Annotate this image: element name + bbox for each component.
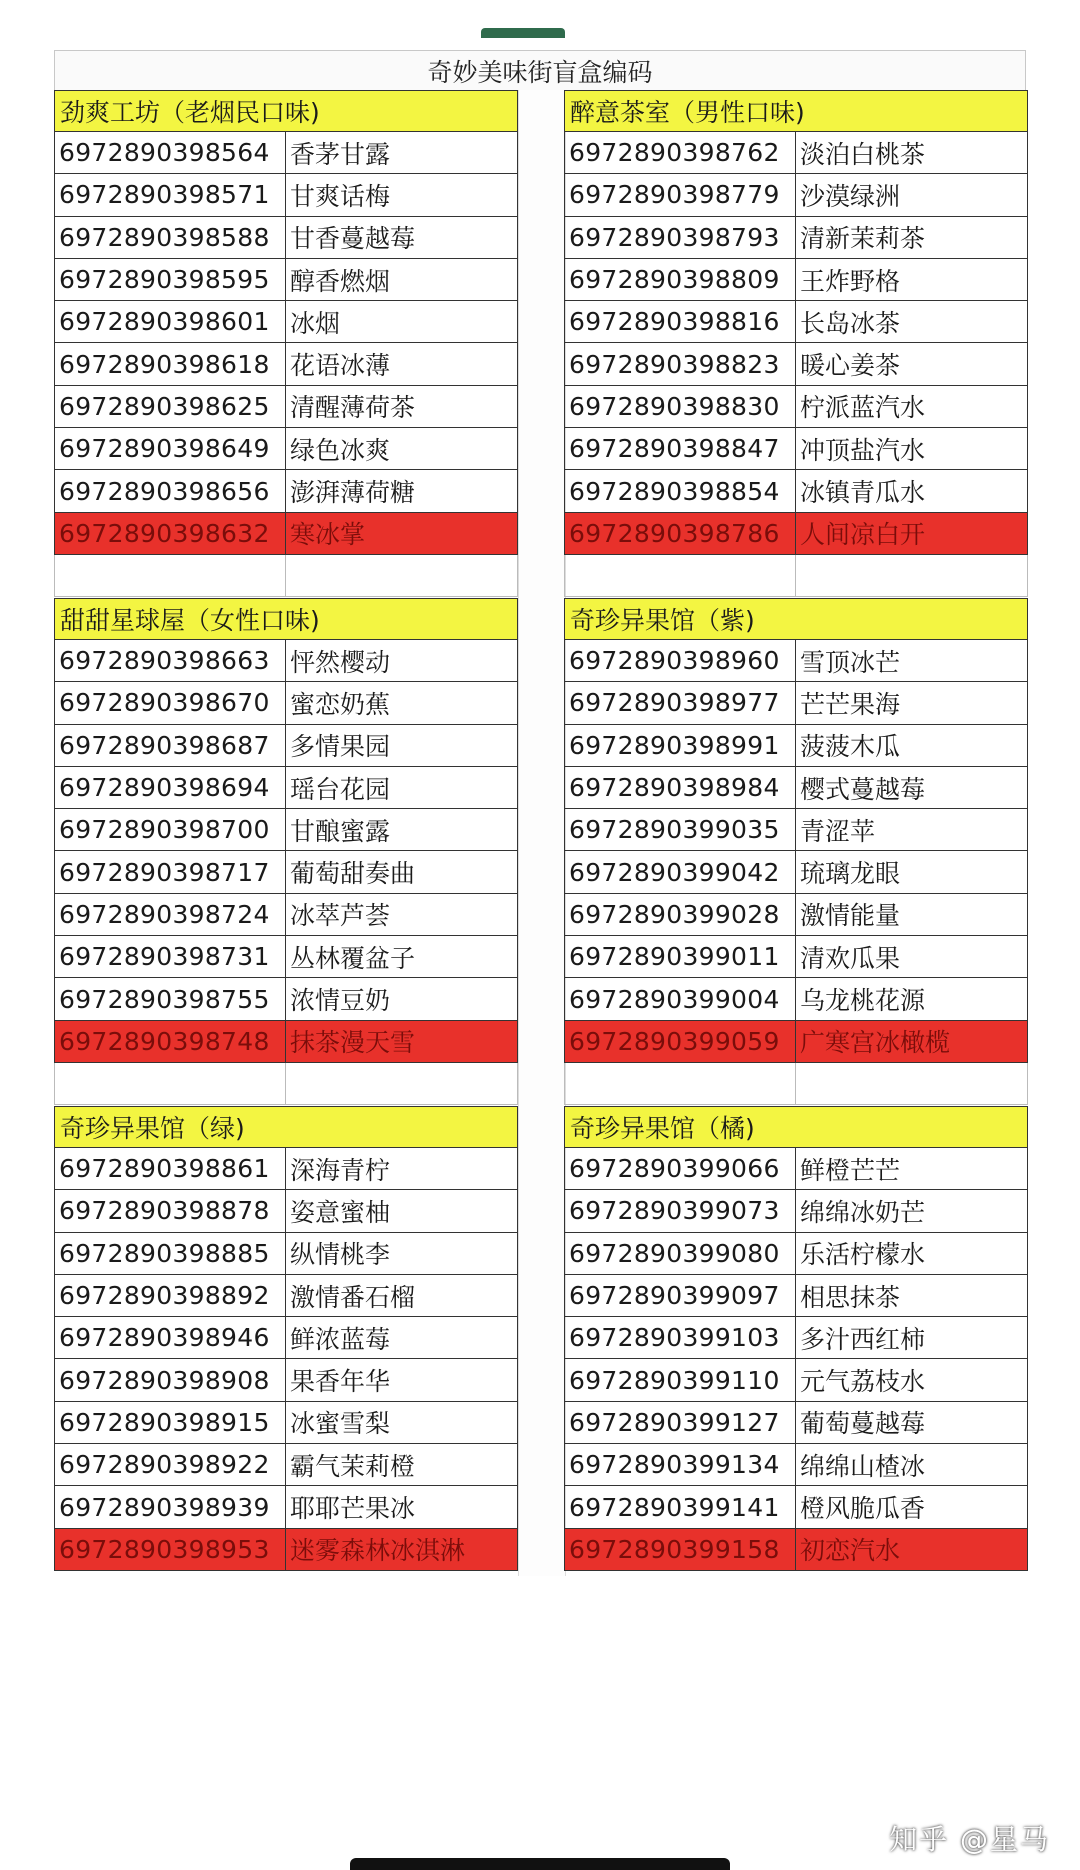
flavor-name-cell: 花语冰薄	[286, 343, 518, 385]
flavor-name-cell: 多汁西红柿	[796, 1317, 1028, 1359]
barcode-cell: 6972890399158	[564, 1529, 796, 1571]
table-row	[564, 132, 1028, 174]
flavor-name-cell: 清欢瓜果	[796, 936, 1028, 978]
barcode-cell: 6972890399011	[564, 936, 796, 978]
table-row	[564, 682, 1028, 724]
table-row	[564, 174, 1028, 216]
flavor-name-cell: 人间凉白开	[796, 513, 1028, 555]
flavor-name-cell: 初恋汽水	[796, 1529, 1028, 1571]
table-row	[54, 428, 518, 470]
flavor-name-cell: 冲顶盐汽水	[796, 428, 1028, 470]
flavor-name-cell: 绵绵山楂冰	[796, 1444, 1028, 1486]
barcode-cell: 6972890398755	[54, 978, 286, 1020]
flavor-name-cell: 抹茶漫天雪	[286, 1021, 518, 1063]
block-header: 奇珍异果馆（橘)	[564, 1106, 1028, 1148]
barcode-cell: 6972890398694	[54, 767, 286, 809]
empty-row	[564, 1063, 1028, 1105]
block-header: 醉意茶室（男性口味)	[564, 90, 1028, 132]
flavor-name-cell: 冰镇青瓜水	[796, 470, 1028, 512]
block-header: 甜甜星球屋（女性口味)	[54, 598, 518, 640]
table-row	[54, 1402, 518, 1444]
barcode-cell: 6972890398571	[54, 174, 286, 216]
table-row	[54, 259, 518, 301]
block-header: 奇珍异果馆（绿)	[54, 1106, 518, 1148]
home-indicator	[350, 1858, 730, 1870]
flavor-name-cell: 雪顶冰芒	[796, 640, 1028, 682]
barcode-cell: 6972890398809	[564, 259, 796, 301]
flavor-name-cell: 广寒宫冰橄榄	[796, 1021, 1028, 1063]
table-row	[54, 1148, 518, 1190]
flavor-name-cell: 甘爽话梅	[286, 174, 518, 216]
block-2	[54, 598, 518, 1105]
flavor-name-cell: 怦然樱动	[286, 640, 518, 682]
barcode-cell: 6972890398670	[54, 682, 286, 724]
barcode-cell: 6972890399035	[564, 809, 796, 851]
barcode-cell: 6972890398779	[564, 174, 796, 216]
flavor-name-cell: 冰萃芦荟	[286, 894, 518, 936]
flavor-name-cell: 耶耶芒果冰	[286, 1486, 518, 1528]
flavor-name-cell: 激情番石榴	[286, 1275, 518, 1317]
table-row	[54, 1359, 518, 1401]
table-row	[564, 1148, 1028, 1190]
barcode-cell: 6972890398724	[54, 894, 286, 936]
barcode-cell: 6972890398953	[54, 1529, 286, 1571]
barcode-cell: 6972890398816	[564, 301, 796, 343]
flavor-name-cell: 澎湃薄荷糖	[286, 470, 518, 512]
table-row	[54, 682, 518, 724]
barcode-cell: 6972890398885	[54, 1233, 286, 1275]
table-row	[564, 936, 1028, 978]
barcode-cell: 6972890398656	[54, 470, 286, 512]
barcode-cell: 6972890398700	[54, 809, 286, 851]
highlight-row	[54, 1529, 518, 1571]
barcode-cell: 6972890398564	[54, 132, 286, 174]
barcode-cell: 6972890398939	[54, 1486, 286, 1528]
table-row	[564, 725, 1028, 767]
barcode-cell: 6972890399080	[564, 1233, 796, 1275]
table-row	[564, 1486, 1028, 1528]
block-4	[54, 1106, 518, 1571]
block-3	[564, 598, 1028, 1105]
table-row	[54, 132, 518, 174]
barcode-cell: 6972890399059	[564, 1021, 796, 1063]
flavor-name-cell: 元气荔枝水	[796, 1359, 1028, 1401]
table-row	[564, 1359, 1028, 1401]
flavor-name-cell: 浓情豆奶	[286, 978, 518, 1020]
flavor-name-cell: 鲜浓蓝莓	[286, 1317, 518, 1359]
flavor-name-cell: 甘香蔓越莓	[286, 217, 518, 259]
barcode-cell: 6972890398663	[54, 640, 286, 682]
barcode-cell: 6972890398762	[564, 132, 796, 174]
flavor-name-cell: 甘酿蜜露	[286, 809, 518, 851]
flavor-name-cell: 长岛冰茶	[796, 301, 1028, 343]
table-title: 奇妙美味街盲盒编码	[54, 50, 1026, 92]
barcode-cell: 6972890398908	[54, 1359, 286, 1401]
barcode-cell: 6972890398991	[564, 725, 796, 767]
table-row	[54, 767, 518, 809]
barcode-cell: 6972890398854	[564, 470, 796, 512]
table-row	[564, 301, 1028, 343]
table-row	[564, 470, 1028, 512]
barcode-cell: 6972890399097	[564, 1275, 796, 1317]
table-row	[564, 1444, 1028, 1486]
flavor-name-cell: 樱式蔓越莓	[796, 767, 1028, 809]
block-header: 劲爽工坊（老烟民口味)	[54, 90, 518, 132]
barcode-cell: 6972890398649	[54, 428, 286, 470]
flavor-name-cell: 迷雾森林冰淇淋	[286, 1529, 518, 1571]
barcode-cell: 6972890398595	[54, 259, 286, 301]
barcode-cell: 6972890398588	[54, 217, 286, 259]
barcode-cell: 6972890398847	[564, 428, 796, 470]
barcode-cell: 6972890399066	[564, 1148, 796, 1190]
block-1	[564, 90, 1028, 597]
flavor-name-cell: 相思抹茶	[796, 1275, 1028, 1317]
flavor-name-cell: 暖心姜茶	[796, 343, 1028, 385]
barcode-cell: 6972890399134	[564, 1444, 796, 1486]
flavor-name-cell: 激情能量	[796, 894, 1028, 936]
barcode-cell: 6972890399073	[564, 1190, 796, 1232]
table-row	[54, 343, 518, 385]
table-row	[564, 259, 1028, 301]
barcode-cell: 6972890398878	[54, 1190, 286, 1232]
barcode-cell: 6972890398977	[564, 682, 796, 724]
table-row	[564, 640, 1028, 682]
barcode-cell: 6972890398601	[54, 301, 286, 343]
table-row	[564, 851, 1028, 893]
table-row	[54, 1486, 518, 1528]
barcode-cell: 6972890399004	[564, 978, 796, 1020]
table-row	[564, 809, 1028, 851]
barcode-cell: 6972890398786	[564, 513, 796, 555]
flavor-name-cell: 醇香燃烟	[286, 259, 518, 301]
flavor-name-cell: 姿意蜜柚	[286, 1190, 518, 1232]
highlight-row	[564, 1021, 1028, 1063]
table-row	[54, 936, 518, 978]
table-row	[564, 1233, 1028, 1275]
highlight-row	[564, 513, 1028, 555]
highlight-row	[564, 1529, 1028, 1571]
table-row	[564, 386, 1028, 428]
table-row	[54, 301, 518, 343]
table-row	[54, 978, 518, 1020]
top-tab-indicator	[481, 28, 565, 38]
flavor-name-cell: 绵绵冰奶芒	[796, 1190, 1028, 1232]
table-row	[54, 1233, 518, 1275]
table-row	[54, 174, 518, 216]
flavor-name-cell: 青涩苹	[796, 809, 1028, 851]
flavor-name-cell: 瑶台花园	[286, 767, 518, 809]
block-0	[54, 90, 518, 597]
flavor-name-cell: 葡萄蔓越莓	[796, 1402, 1028, 1444]
flavor-name-cell: 蜜恋奶蕉	[286, 682, 518, 724]
flavor-name-cell: 深海青柠	[286, 1148, 518, 1190]
barcode-cell: 6972890399028	[564, 894, 796, 936]
empty-row	[54, 1063, 518, 1105]
table-row	[564, 1317, 1028, 1359]
barcode-cell: 6972890398632	[54, 513, 286, 555]
barcode-cell: 6972890398748	[54, 1021, 286, 1063]
block-5	[564, 1106, 1028, 1571]
barcode-cell: 6972890399141	[564, 1486, 796, 1528]
flavor-name-cell: 霸气茉莉橙	[286, 1444, 518, 1486]
table-row	[54, 1275, 518, 1317]
flavor-name-cell: 鲜橙芒芒	[796, 1148, 1028, 1190]
flavor-name-cell: 王炸野格	[796, 259, 1028, 301]
flavor-name-cell: 琉璃龙眼	[796, 851, 1028, 893]
flavor-name-cell: 柠派蓝汽水	[796, 386, 1028, 428]
block-header: 奇珍异果馆（紫)	[564, 598, 1028, 640]
flavor-name-cell: 丛林覆盆子	[286, 936, 518, 978]
flavor-name-cell: 寒冰掌	[286, 513, 518, 555]
column-gutter	[518, 90, 566, 1576]
table-row	[54, 851, 518, 893]
barcode-cell: 6972890398960	[564, 640, 796, 682]
table-row	[54, 894, 518, 936]
empty-row	[564, 555, 1028, 597]
barcode-cell: 6972890399127	[564, 1402, 796, 1444]
barcode-cell: 6972890398922	[54, 1444, 286, 1486]
flavor-name-cell: 葡萄甜奏曲	[286, 851, 518, 893]
barcode-cell: 6972890398687	[54, 725, 286, 767]
table-row	[564, 978, 1028, 1020]
flavor-name-cell: 绿色冰爽	[286, 428, 518, 470]
flavor-name-cell: 乌龙桃花源	[796, 978, 1028, 1020]
table-row	[54, 386, 518, 428]
table-row	[564, 1275, 1028, 1317]
watermark-text: 知乎 @星马	[889, 1823, 1050, 1856]
flavor-name-cell: 菠菠木瓜	[796, 725, 1028, 767]
barcode-cell: 6972890399042	[564, 851, 796, 893]
barcode-cell: 6972890398717	[54, 851, 286, 893]
table-row	[564, 894, 1028, 936]
barcode-cell: 6972890398892	[54, 1275, 286, 1317]
barcode-cell: 6972890398984	[564, 767, 796, 809]
table-row	[54, 1190, 518, 1232]
table-row	[564, 1190, 1028, 1232]
table-row	[54, 725, 518, 767]
table-row	[54, 809, 518, 851]
flavor-name-cell: 橙风脆瓜香	[796, 1486, 1028, 1528]
table-row	[564, 217, 1028, 259]
table-row	[564, 767, 1028, 809]
flavor-name-cell: 冰蜜雪梨	[286, 1402, 518, 1444]
table-row	[54, 1317, 518, 1359]
barcode-cell: 6972890398915	[54, 1402, 286, 1444]
empty-row	[54, 555, 518, 597]
flavor-name-cell: 多情果园	[286, 725, 518, 767]
flavor-name-cell: 果香年华	[286, 1359, 518, 1401]
flavor-name-cell: 冰烟	[286, 301, 518, 343]
flavor-name-cell: 乐活柠檬水	[796, 1233, 1028, 1275]
table-row	[564, 1402, 1028, 1444]
flavor-name-cell: 纵情桃李	[286, 1233, 518, 1275]
table-row	[54, 640, 518, 682]
barcode-cell: 6972890399103	[564, 1317, 796, 1359]
barcode-cell: 6972890398618	[54, 343, 286, 385]
table-row	[54, 1444, 518, 1486]
table-row	[54, 217, 518, 259]
barcode-cell: 6972890398830	[564, 386, 796, 428]
flavor-name-cell: 香茅甘露	[286, 132, 518, 174]
flavor-name-cell: 清新茉莉茶	[796, 217, 1028, 259]
highlight-row	[54, 1021, 518, 1063]
barcode-cell: 6972890398731	[54, 936, 286, 978]
flavor-name-cell: 沙漠绿洲	[796, 174, 1028, 216]
highlight-row	[54, 513, 518, 555]
barcode-cell: 6972890398946	[54, 1317, 286, 1359]
flavor-name-cell: 淡泊白桃茶	[796, 132, 1028, 174]
table-row	[564, 343, 1028, 385]
barcode-cell: 6972890398823	[564, 343, 796, 385]
barcode-cell: 6972890398861	[54, 1148, 286, 1190]
flavor-name-cell: 清醒薄荷茶	[286, 386, 518, 428]
flavor-name-cell: 芒芒果海	[796, 682, 1028, 724]
barcode-cell: 6972890398793	[564, 217, 796, 259]
table-row	[54, 470, 518, 512]
barcode-cell: 6972890399110	[564, 1359, 796, 1401]
table-row	[564, 428, 1028, 470]
barcode-cell: 6972890398625	[54, 386, 286, 428]
